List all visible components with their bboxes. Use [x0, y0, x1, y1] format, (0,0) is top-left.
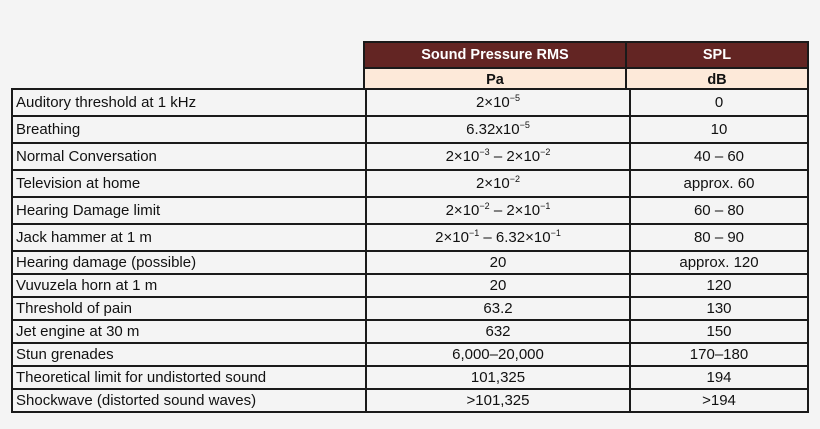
pressure-value: 6,000–20,000 [366, 343, 630, 366]
table-row [12, 170, 808, 197]
pressure-value: $2\times 10^{-2}$ [366, 170, 630, 197]
table-row [12, 197, 808, 224]
pressure-value: >101,325 [366, 389, 630, 412]
pressure-value: 101,325 [366, 366, 630, 389]
spl-value: 130 [630, 297, 808, 320]
row-label: Stun grenades [12, 343, 366, 366]
table-row [12, 297, 808, 320]
row-label: Threshold of pain [12, 297, 366, 320]
sound-levels-table [11, 88, 809, 413]
table-row [12, 224, 808, 251]
table-row [12, 320, 808, 343]
table-row [12, 116, 808, 143]
table-row [12, 366, 808, 389]
row-label: Hearing Damage limit [12, 197, 366, 224]
spl-value: 10 [630, 116, 808, 143]
pressure-value: $6.32x10^{-5}$ [366, 116, 630, 143]
spl-value: approx. 120 [630, 251, 808, 274]
table-row [12, 251, 808, 274]
header-row [365, 43, 807, 69]
spl-value: 80 – 90 [630, 224, 808, 251]
spl-value: 40 – 60 [630, 143, 808, 170]
spl-value: 170–180 [630, 343, 808, 366]
table-row [12, 389, 808, 412]
row-label: Auditory threshold at 1 kHz [12, 89, 366, 116]
row-label: Shockwave (distorted sound waves) [12, 389, 366, 412]
header-spl: SPL [702, 47, 732, 63]
row-label: Theoretical limit for undistorted sound [12, 366, 366, 389]
table-row [12, 343, 808, 366]
pressure-value: $2\times 10^{-3} - 2\times 10^{-2}$ [366, 143, 630, 170]
spl-value: approx. 60 [630, 170, 808, 197]
table-row [12, 274, 808, 297]
spl-value: 150 [630, 320, 808, 343]
spl-value: 0 [630, 89, 808, 116]
row-label: Television at home [12, 170, 366, 197]
pressure-value: $2\times 10^{-2} - 2\times 10^{-1}$ [366, 197, 630, 224]
spl-value: 120 [630, 274, 808, 297]
spl-value: 60 – 80 [630, 197, 808, 224]
pressure-value: 20 [366, 274, 630, 297]
pressure-value: 20 [366, 251, 630, 274]
row-label: Jet engine at 30 m [12, 320, 366, 343]
row-label: Hearing damage (possible) [12, 251, 366, 274]
spl-value: 194 [630, 366, 808, 389]
pressure-value: $2\times 10^{-1} - 6.32\times 10^{-1}$ [366, 224, 630, 251]
table-row [12, 143, 808, 170]
header-sound-pressure: Sound Pressure RMS [365, 43, 627, 67]
spl-value: >194 [630, 389, 808, 412]
unit-db: dB [707, 72, 727, 88]
table-row [12, 89, 808, 116]
pressure-value: 63.2 [366, 297, 630, 320]
unit-pa: Pa [365, 69, 627, 91]
pressure-value: 632 [366, 320, 630, 343]
row-label: Jack hammer at 1 m [12, 224, 366, 251]
row-label: Normal Conversation [12, 143, 366, 170]
pressure-value: $2\times 10^{-5}$ [366, 89, 630, 116]
row-label: Vuvuzela horn at 1 m [12, 274, 366, 297]
row-label: Breathing [12, 116, 366, 143]
table-header [363, 41, 809, 91]
